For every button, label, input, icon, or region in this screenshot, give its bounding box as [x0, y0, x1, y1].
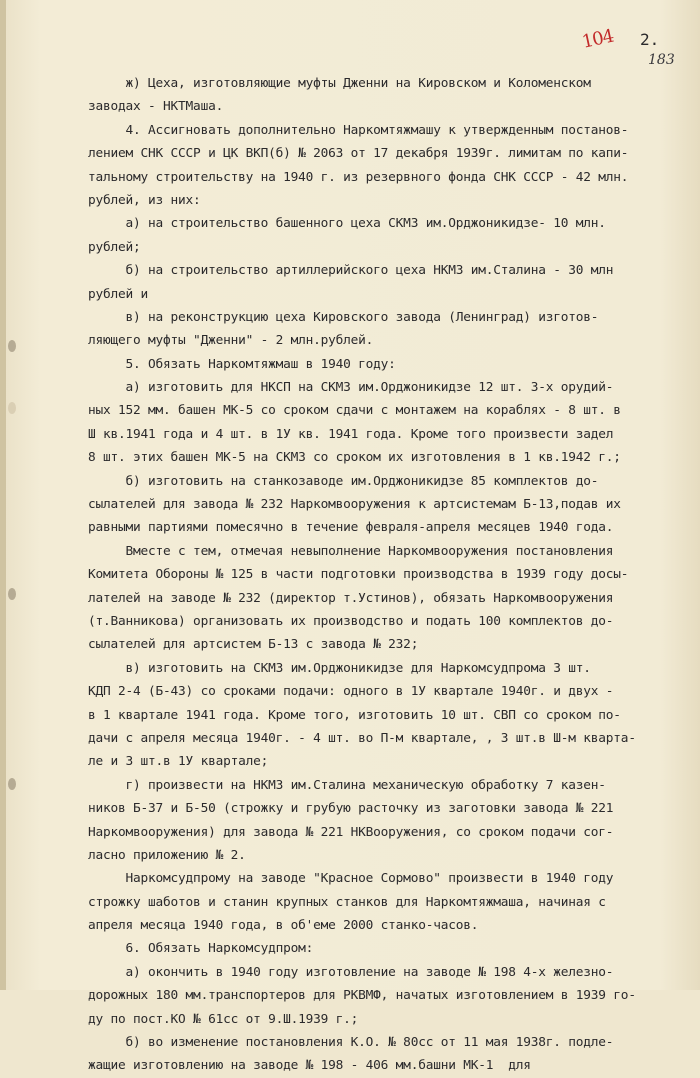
page-edge: [0, 0, 6, 990]
text-line: строжку шаботов и станин крупных станков для Наркомтяжмаша, начиная с: [88, 894, 606, 910]
text-line: ласно приложению № 2.: [88, 847, 246, 863]
text-line: сылателей для завода № 232 Наркомвооружения к артсистемам Б-13,подав их: [88, 497, 621, 513]
text-line: б) на строительство артиллерийского цеха НКМЗ им.Сталина - 30 млн: [88, 263, 614, 279]
text-line: 8 шт. этих башен МК-5 на СКМЗ со сроком их изготовления в 1 кв.1942 г.;: [88, 450, 621, 466]
text-line: Комитета Обороны № 125 в части подготовки производства в 1939 году досы-: [88, 567, 629, 583]
text-line: б) изготовить на станкозаводе им.Орджоникидзе 85 комплектов до-: [88, 473, 599, 489]
text-line: (т.Ванникова) организовать их производство и подать 100 комплектов до-: [88, 613, 614, 629]
text-line: а) на строительство башенного цеха СКМЗ им.Орджоникидзе- 10 млн.: [88, 216, 606, 232]
text-line: апреля месяца 1940 года, в об'еме 2000 станко-часов.: [88, 918, 479, 934]
text-line: в) изготовить на СКМЗ им.Орджоникидзе для Наркомсудпрома 3 шт.: [88, 660, 591, 676]
text-line: сылателей для артсистем Б-13 с завода № 232;: [88, 637, 419, 653]
text-line: а) окончить в 1940 году изготовление на заводе № 198 4-х железно-: [88, 964, 614, 980]
text-line: ляющего муфты "Дженни" - 2 млн.рублей.: [88, 333, 374, 349]
text-line: равными партиями помесячно в течение февраля-апреля месяцев 1940 года.: [88, 520, 614, 536]
text-line: а) изготовить для НКСП на СКМЗ им.Орджоникидзе 12 шт. 3-х орудий-: [88, 380, 614, 396]
text-line: Ш кв.1941 года и 4 шт. в 1У кв. 1941 года. Кроме того произвести задел: [88, 426, 614, 442]
text-line: ников Б-37 и Б-50 (строжку и грубую расточку из заготовки завода № 221: [88, 801, 614, 817]
text-line: КДП 2-4 (Б-43) со сроками подачи: одного в 1У квартале 1940г. и двух -: [88, 684, 614, 700]
text-line: тальному строительству на 1940 г. из резервного фонда СНК СССР - 42 млн.: [88, 169, 629, 185]
text-line: дачи с апреля месяца 1940г. - 4 шт. во П-м квартале, , 3 шт.в Ш-м кварта-: [88, 730, 636, 746]
text-line: лением СНК СССР и ЦК ВКП(б) № 2063 от 17 декабря 1939г. лимитам по капи-: [88, 146, 629, 162]
text-line: 5. Обязать Наркомтяжмаш в 1940 году:: [88, 356, 396, 372]
text-line: заводах - НКТМаша.: [88, 99, 224, 115]
text-line: б) во изменение постановления К.О. № 80сс от 11 мая 1938г. подле-: [88, 1035, 614, 1051]
text-line: Вместе с тем, отмечая невыполнение Наркомвооружения постановления: [88, 543, 614, 559]
text-line: г) произвести на НКМЗ им.Сталина механическую обработку 7 казен-: [88, 777, 606, 793]
text-line: 4. Ассигновать дополнительно Наркомтяжмашу к утвержденным постанов-: [88, 122, 629, 138]
document-body: [88, 72, 688, 1078]
text-line: Наркомсудпрому на заводе "Красное Сормово" произвести в 1940 году: [88, 871, 614, 887]
text-line: рублей и: [88, 286, 149, 302]
punch-hole: [8, 588, 16, 600]
text-line: в) на реконструкцию цеха Кировского завода (Ленинград) изготов-: [88, 309, 599, 325]
handwritten-stamp-number: 104: [580, 25, 616, 53]
sheet-number: 183: [648, 52, 675, 68]
punch-hole: [8, 402, 16, 414]
text-line: ж) Цеха, изготовляющие муфты Дженни на Кировском и Коломенском: [88, 76, 591, 91]
punch-hole: [8, 778, 16, 790]
text-line: рублей, из них:: [88, 192, 201, 208]
text-line: ных 152 мм. башен МК-5 со сроком сдачи с монтажем на кораблях - 8 шт. в: [88, 403, 621, 419]
punch-hole: [8, 340, 16, 352]
text-line: 6. Обязать Наркомсудпром:: [88, 941, 314, 957]
page-number: 2.: [640, 30, 660, 49]
text-line: жащие изготовлению на заводе № 198 - 406 мм.башни МК-1 для: [88, 1058, 531, 1074]
text-line: дорожных 180 мм.транспортеров для РКВМФ, начатых изготовлением в 1939 го-: [88, 988, 636, 1004]
text-line: рублей;: [88, 239, 141, 255]
text-line: ду по пост.КО № 61сс от 9.Ш.1939 г.;: [88, 1011, 359, 1027]
text-line: ле и 3 шт.в 1У квартале;: [88, 754, 269, 770]
text-line: в 1 квартале 1941 года. Кроме того, изготовить 10 шт. СВП со сроком по-: [88, 707, 621, 723]
text-line: Наркомвооружения) для завода № 221 НКВооружения, со сроком подачи сог-: [88, 824, 614, 840]
text-line: лателей на заводе № 232 (директор т.Устинов), обязать Наркомвооружения: [88, 590, 614, 606]
